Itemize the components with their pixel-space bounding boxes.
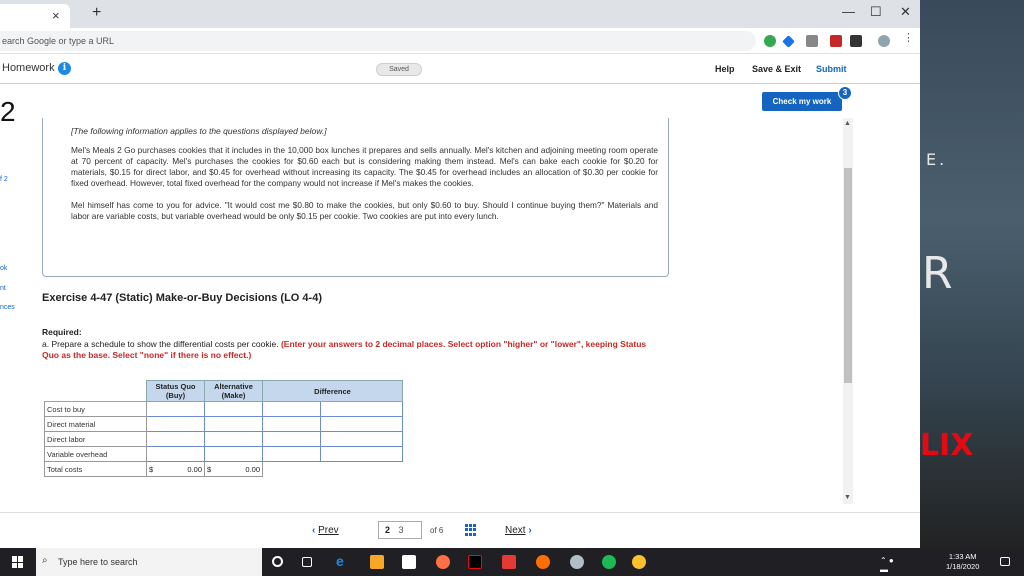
total-status-quo-value: 0.00	[187, 464, 202, 474]
extension-diamond-icon[interactable]	[782, 35, 795, 48]
strip-references-link[interactable]: nces	[0, 304, 15, 311]
difference-input[interactable]	[263, 432, 321, 447]
total-alternative-cell	[205, 462, 263, 477]
difference-input[interactable]	[263, 417, 321, 432]
current-page: 2	[385, 525, 391, 535]
minimize-icon[interactable]: —	[842, 4, 855, 19]
total-alternative-value: 0.00	[245, 464, 260, 474]
requirement-text	[42, 339, 662, 361]
next-button[interactable]: Next ›	[505, 525, 532, 536]
status-quo-input[interactable]	[147, 417, 205, 432]
required-label: Required:	[42, 327, 82, 337]
strip-ebook-link[interactable]: ok	[0, 265, 8, 272]
alternative-input[interactable]	[205, 432, 263, 447]
difference-input[interactable]	[263, 447, 321, 462]
netflix-icon[interactable]	[468, 555, 482, 569]
check-attempts-badge: 3	[838, 86, 852, 100]
prev-button[interactable]: ‹ Prev	[312, 525, 339, 536]
extension-shield-icon[interactable]	[830, 35, 842, 47]
chevron-left-icon: ‹	[312, 525, 316, 536]
table-row	[45, 417, 403, 432]
scenario-info-box	[42, 118, 669, 277]
taskbar-search[interactable]	[36, 548, 262, 576]
question-navigation	[0, 512, 920, 548]
desktop-background	[920, 0, 1024, 548]
app-header	[0, 54, 920, 84]
chrome-icon[interactable]	[632, 555, 646, 569]
browser-menu-icon[interactable]: ⋮	[903, 32, 914, 44]
currency-symbol: $	[207, 464, 212, 474]
app-icon[interactable]	[502, 555, 516, 569]
windows-start-icon[interactable]	[12, 556, 24, 568]
difference-direction-select[interactable]	[321, 402, 403, 417]
row-label: Cost to buy	[45, 402, 147, 417]
help-link[interactable]: Help	[715, 64, 735, 74]
system-clock[interactable]	[946, 552, 979, 572]
grammarly-extension-icon[interactable]	[764, 35, 776, 47]
page-selector[interactable]	[378, 521, 422, 539]
difference-input[interactable]	[263, 402, 321, 417]
next-page-number[interactable]: 3	[398, 525, 404, 535]
row-label: Total costs	[45, 462, 147, 477]
scenario-paragraph-2: Mel himself has come to you for advice. "It would cost me $0.80 to make the cookies, but only $0.60 to buy. Should I continue buying them?" Materials and labor are variable costs, but variable overhead would be only $0.15 per cookie. Two cookies are put into every lunch.	[71, 200, 658, 221]
table-row	[45, 462, 403, 477]
header-alternative: Alternative (Make)	[205, 381, 263, 402]
alternative-input[interactable]	[205, 447, 263, 462]
file-explorer-icon[interactable]	[370, 555, 384, 569]
scroll-up-icon[interactable]: ▲	[844, 120, 851, 127]
requirement-prefix: a. Prepare a schedule to show the differential costs per cookie.	[42, 339, 281, 349]
differential-cost-table	[44, 380, 403, 477]
total-status-quo-cell	[147, 462, 205, 477]
table-row	[45, 447, 403, 462]
alternative-input[interactable]	[205, 402, 263, 417]
windows-taskbar	[0, 548, 1024, 583]
browser-toolbar	[0, 28, 920, 54]
notifications-icon[interactable]	[1000, 557, 1010, 566]
clock-time: 1:33 AM	[948, 552, 977, 561]
question-of-label: f 2	[0, 176, 8, 183]
difference-direction-select[interactable]	[321, 432, 403, 447]
row-label: Variable overhead	[45, 447, 147, 462]
question-number: 2	[0, 96, 16, 127]
empty-cell	[263, 462, 321, 477]
question-grid-icon[interactable]	[465, 524, 477, 536]
desktop-text-1: E.	[926, 150, 948, 169]
saved-status-badge: Saved	[376, 63, 422, 76]
scroll-down-icon[interactable]: ▼	[844, 494, 851, 501]
search-icon: ⌕	[42, 555, 48, 566]
exercise-title: Exercise 4-47 (Static) Make-or-Buy Decisions (LO 4-4)	[42, 292, 322, 304]
taskbar-search-placeholder: Type here to search	[58, 557, 138, 567]
status-quo-input[interactable]	[147, 432, 205, 447]
alternative-input[interactable]	[205, 417, 263, 432]
address-bar[interactable]: earch Google or type a URL	[0, 31, 756, 51]
table-corner	[45, 381, 147, 402]
submit-link[interactable]: Submit	[816, 64, 847, 74]
new-tab-icon[interactable]: +	[92, 4, 102, 21]
difference-direction-select[interactable]	[321, 447, 403, 462]
browser-tab-bar	[0, 0, 920, 28]
task-view-icon[interactable]	[302, 557, 312, 567]
empty-cell	[321, 462, 403, 477]
content-scrollbar[interactable]	[843, 118, 853, 504]
origin-icon[interactable]	[536, 555, 550, 569]
homework-title: Homework	[2, 62, 55, 74]
cortana-icon[interactable]	[272, 556, 283, 567]
desktop-text-2: R	[922, 248, 953, 299]
table-row	[45, 432, 403, 447]
browser-tab[interactable]	[0, 4, 70, 28]
clock-date: 1/18/2020	[946, 562, 980, 571]
firefox-icon[interactable]	[436, 555, 450, 569]
profile-avatar-icon[interactable]	[878, 35, 890, 47]
scenario-paragraph-1: Mel's Meals 2 Go purchases cookies that it includes in the 10,000 box lunches it prepares and sells annually. Mel's kitchen and adjoining meeting room operate at 70 percent of capacity. Mel's purchases the cookies for $0.60 each but is considering making them instead. Mel's can bake each cookie for $0.20 for materials, $0.15 for direct labor, and $0.45 for overhead without increasing its capacity. The $0.45 for overhead includes an allocation of $0.30 per cookie for fixed overhead. However, total fixed overhead for the company would not increase if Mel's makes the cookies.	[71, 145, 658, 188]
scroll-thumb[interactable]	[844, 168, 852, 383]
store-icon[interactable]	[402, 555, 416, 569]
header-status-quo: Status Quo (Buy)	[147, 381, 205, 402]
header-difference: Difference	[263, 381, 403, 402]
difference-direction-select[interactable]	[321, 417, 403, 432]
extension-grid-icon[interactable]	[806, 35, 818, 47]
currency-symbol: $	[149, 464, 154, 474]
info-icon[interactable]: i	[58, 62, 71, 75]
app-icon-2[interactable]	[570, 555, 584, 569]
table-row	[45, 402, 403, 417]
tray-icons[interactable]: ⌃ ● ▬ ◔ ◁	[880, 556, 894, 583]
edge-icon[interactable]: e	[336, 553, 344, 569]
spotify-icon[interactable]	[602, 555, 616, 569]
desktop-text-3: LIX	[920, 428, 974, 463]
close-window-icon[interactable]: ✕	[900, 4, 911, 19]
maximize-icon[interactable]: ☐	[870, 4, 882, 19]
status-quo-input[interactable]	[147, 402, 205, 417]
check-my-work-button[interactable]: Check my work	[762, 92, 842, 111]
row-label: Direct labor	[45, 432, 147, 447]
page-total: of 6	[430, 526, 444, 535]
status-quo-input[interactable]	[147, 447, 205, 462]
extension-dots-icon[interactable]	[850, 35, 862, 47]
requirement-instruction: (Enter your answers to 2 decimal places. Select option "higher" or "lower", keeping Status Quo as the base. Select "none" if there is no effect.)	[42, 339, 647, 360]
strip-print-link[interactable]: nt	[0, 285, 6, 292]
tab-close-icon[interactable]: ×	[52, 8, 60, 23]
chevron-right-icon: ›	[528, 525, 532, 536]
save-exit-link[interactable]: Save & Exit	[752, 64, 802, 74]
row-label: Direct material	[45, 417, 147, 432]
info-intro: [The following information applies to the questions displayed below.]	[71, 126, 327, 136]
